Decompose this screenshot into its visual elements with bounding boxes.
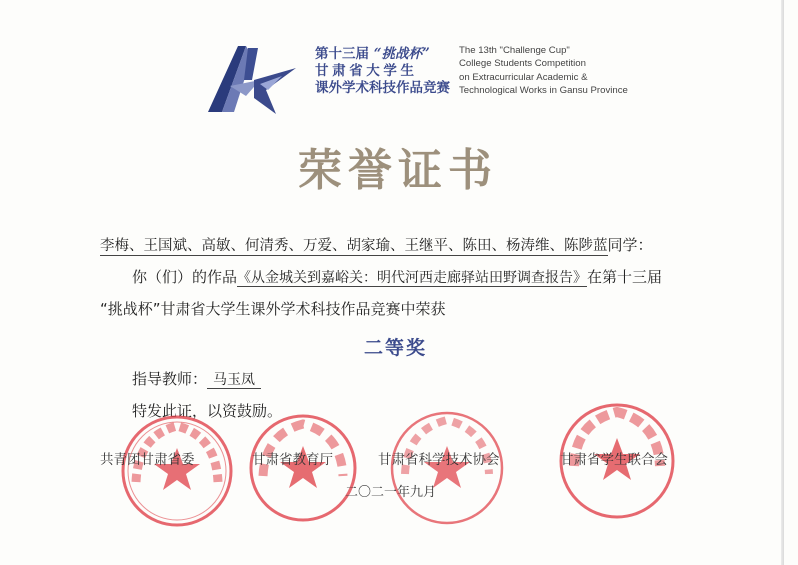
- header-cn-line3: 课外学术科技作品竞赛: [315, 80, 450, 96]
- advisor-line: [132, 368, 261, 389]
- issuer-science-association: 甘肃省科学技术协会: [378, 452, 500, 468]
- recipient-names: 李梅、王国斌、高敏、何清秀、万爱、胡家瑜、王继平、陈田、杨涛维、陈陟蓝: [100, 238, 608, 254]
- work-line: [132, 266, 662, 287]
- student-suffix: 同学：: [607, 236, 653, 254]
- seal-science-association: [387, 408, 507, 528]
- seal-youth-league: [118, 412, 236, 530]
- issuer-education-department: 甘肃省教育厅: [252, 452, 333, 468]
- recipients-line: [100, 234, 653, 255]
- certificate-title: 荣誉证书: [298, 145, 498, 196]
- issue-date: 二〇二一年九月: [345, 485, 437, 500]
- work-title: 《从金城关到嘉峪关：明代河西走廊驿站田野调查报告》: [237, 270, 588, 286]
- header-en-line4: Technological Works in Gansu Province: [459, 85, 628, 96]
- work-prefix: 你（们）的作品: [132, 268, 238, 286]
- competition-line: “挑战杯”甘肃省大学生课外学术科技作品竞赛中荣获: [100, 300, 446, 318]
- header-cn-line1: [315, 46, 430, 63]
- challenge-cup-logo: [200, 40, 300, 115]
- header-session: 第十三届: [315, 46, 369, 62]
- advisor-label: 指导教师：: [132, 370, 208, 388]
- header-en-line1: The 13th "Challenge Cup": [459, 45, 570, 56]
- page-edge-shadow: [781, 0, 784, 565]
- closing-text: 特发此证，以资鼓励。: [132, 402, 283, 420]
- header-en-line2: College Students Competition: [459, 58, 586, 69]
- advisor-name: 马玉凤: [207, 372, 261, 389]
- issuer-youth-league: 共青团甘肃省委: [100, 452, 195, 468]
- header-cup-name: “挑战杯”: [373, 46, 430, 62]
- issuer-student-federation: 甘肃省学生联合会: [560, 452, 668, 468]
- header-cn-line2: 甘肃省大学生: [315, 63, 418, 79]
- award-level: 二等奖: [364, 337, 428, 359]
- seal-education-department: [247, 412, 359, 524]
- header-en-line3: on Extracurricular Academic &: [459, 72, 588, 83]
- work-suffix: 在第十三届: [587, 268, 663, 286]
